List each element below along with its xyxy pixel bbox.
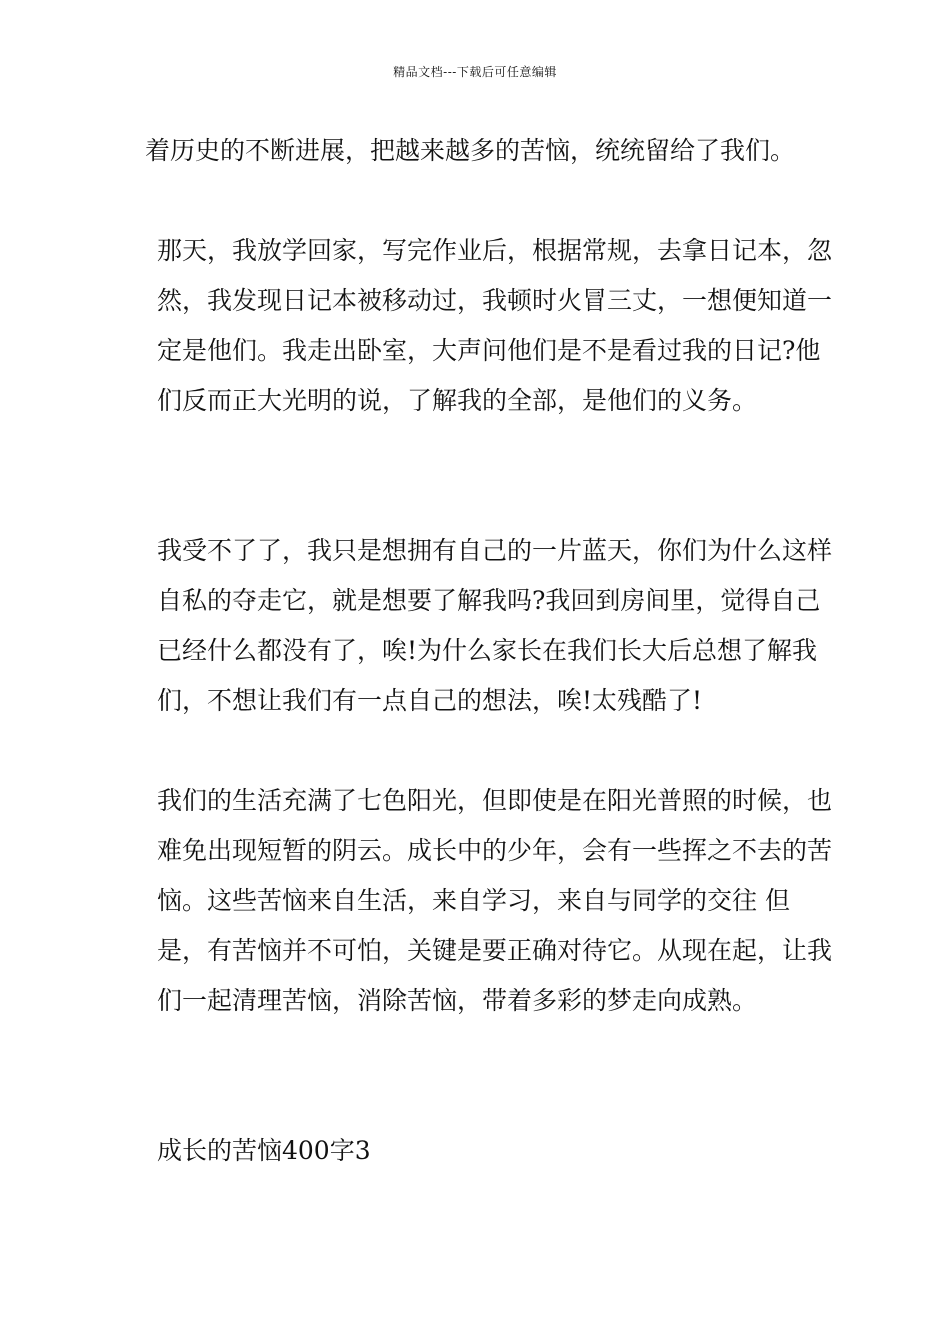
page-header: 精品文档---下载后可任意编辑 (393, 65, 557, 79)
paragraph-text: 我受不了了，我只是想拥有自己的一片蓝天，你们为什么这样自私的夺走它，就是想要了解我吗?我回到房间里，觉得自己已经什么都没有了，唉!为什么家长在我们长大后总想了解我们，不想让我们有一点自己的想法，唉!太残酷了! (157, 536, 833, 715)
paragraph-1 (145, 126, 835, 176)
paragraph-text: 我们的生活充满了七色阳光，但即使是在阳光普照的时候，也难免出现短暂的阴云。成长中的少年，会有一些挥之不去的苦恼。这些苦恼来自生活，来自学习，来自与同学的交往 但是，有苦恼并不可怕，关键是要正确对待它。从现在起，让我们一起清理苦恼，消除苦恼，带着多彩的梦走向成熟。 (157, 786, 833, 1015)
paragraph-2 (145, 226, 835, 426)
section-heading (145, 1126, 835, 1176)
section-heading-text: 成长的苦恼400字3 (157, 1136, 371, 1165)
paragraph-text: 着历史的不断进展，把越来越多的苦恼，统统留给了我们。 (145, 136, 796, 165)
paragraph-text: 那天，我放学回家，写完作业后，根据常规，去拿日记本，忽然，我发现日记本被移动过，我顿时火冒三丈，一想便知道一定是他们。我走出卧室，大声问他们是不是看过我的日记?他们反而正大光明的说，了解我的全部，是他们的义务。 (157, 236, 833, 415)
paragraph-3 (145, 526, 835, 726)
paragraph-4 (145, 776, 835, 1026)
